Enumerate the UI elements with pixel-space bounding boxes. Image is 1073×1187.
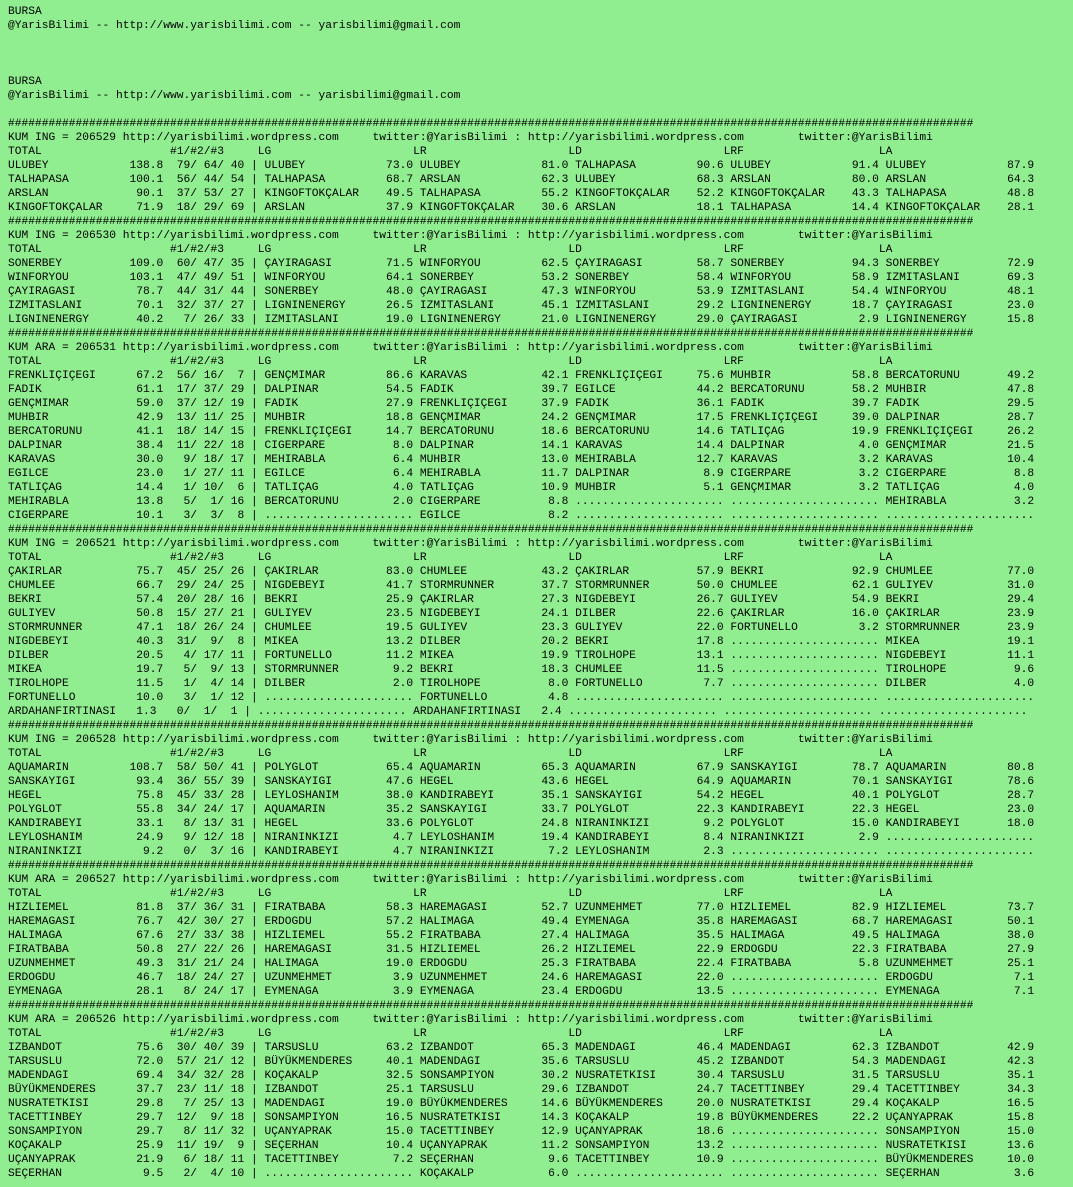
text-line: CHUMLEE 66.7 29/ 24/ 25 | NIGDEBEYI 41.7 STORMRUNNER 37.7 STORMRUNNER 50.0 CHUMLEE 62.1 GULIYEV 31.0 <box>8 580 1035 592</box>
separator-line: ############################################################################################################################################### <box>8 860 974 872</box>
text-line: MADENDAGI 69.4 34/ 32/ 28 | KOÇAKALP 32.5 SONSAMPIYON 30.2 NUSRATETKISI 30.4 TARSUSLU 31.5 TARSUSLU 35.1 <box>8 1070 1035 1082</box>
text-line: DILBER 20.5 4/ 17/ 11 | FORTUNELLO 11.2 MIKEA 19.9 TIROLHOPE 13.1 ...................... NIGDEBEYI 11.1 <box>8 650 1035 662</box>
text-line: KARAVAS 30.0 9/ 18/ 17 | MEHIRABLA 6.4 MUHBIR 13.0 MEHIRABLA 12.7 KARAVAS 3.2 KARAVAS 10.4 <box>8 454 1035 466</box>
text-line: AQUAMARIN 108.7 58/ 50/ 41 | POLYGLOT 65.4 AQUAMARIN 65.3 AQUAMARIN 67.9 SANSKAYIGI 78.7 AQUAMARIN 80.8 <box>8 762 1035 774</box>
text-line: ÇAYIRAGASI 78.7 44/ 31/ 44 | SONERBEY 48.0 ÇAYIRAGASI 47.3 WINFORYOU 53.9 IZMITASLANI 54.4 WINFORYOU 48.1 <box>8 286 1035 298</box>
separator-line: ############################################################################################################################################### <box>8 1000 974 1012</box>
text-line: NIRANINKIZI 9.2 0/ 3/ 16 | KANDIRABEYI 4.7 NIRANINKIZI 7.2 LEYLOSHANIM 2.3 ...................... ...................... <box>8 846 1035 858</box>
text-line: MUHBIR 42.9 13/ 11/ 25 | MUHBIR 18.8 GENÇMIMAR 24.2 GENÇMIMAR 17.5 FRENKLIÇIÇEGI 39.0 DALPINAR 28.7 <box>8 412 1035 424</box>
text-line: NUSRATETKISI 29.8 7/ 25/ 13 | MADENDAGI 19.0 BÜYÜKMENDERES 14.6 BÜYÜKMENDERES 20.0 NUSRATETKISI 29.4 KOÇAKALP 16.5 <box>8 1098 1035 1110</box>
text-line: WINFORYOU 103.1 47/ 49/ 51 | WINFORYOU 64.1 SONERBEY 53.2 SONERBEY 58.4 WINFORYOU 58.9 IZMITASLANI 69.3 <box>8 272 1035 284</box>
text-line: TOTAL #1/#2/#3 LG LR LD LRF LA <box>8 888 893 900</box>
text-line: IZBANDOT 75.6 30/ 40/ 39 | TARSUSLU 63.2 IZBANDOT 65.3 MADENDAGI 46.4 MADENDAGI 62.3 IZBANDOT 42.9 <box>8 1042 1035 1054</box>
text-line: KINGOFTOKÇALAR 71.9 18/ 29/ 69 | ARSLAN 37.9 KINGOFTOKÇALAR 30.6 ARSLAN 18.1 TALHAPASA 14.4 KINGOFTOKÇALAR 28.1 <box>8 202 1035 214</box>
text-line: EGILCE 23.0 1/ 27/ 11 | EGILCE 6.4 MEHIRABLA 11.7 DALPINAR 8.9 CIGERPARE 3.2 CIGERPARE 8.8 <box>8 468 1035 480</box>
text-line: TARSUSLU 72.0 57/ 21/ 12 | BÜYÜKMENDERES 40.1 MADENDAGI 35.6 TARSUSLU 45.2 IZBANDOT 54.3 MADENDAGI 42.3 <box>8 1056 1035 1068</box>
blank-line <box>8 33 1073 47</box>
text-line: GENÇMIMAR 59.0 37/ 12/ 19 | FADIK 27.9 FRENKLIÇIÇEGI 37.9 FADIK 36.1 FADIK 39.7 FADIK 29.5 <box>8 398 1035 410</box>
text-line: BEKRI 57.4 20/ 28/ 16 | BEKRI 25.9 ÇAKIRLAR 27.3 NIGDEBEYI 26.7 GULIYEV 54.9 BEKRI 29.4 <box>8 594 1035 606</box>
text-line: KUM ING = 206530 http://yarisbilimi.wordpress.com twitter:@YarisBilimi : http://yarisbilimi.wordpress.com twitter:@YarisBilimi <box>8 230 933 242</box>
text-line: TATLIÇAG 14.4 1/ 10/ 6 | TATLIÇAG 4.0 TATLIÇAG 10.9 MUHBIR 5.1 GENÇMIMAR 3.2 TATLIÇAG 4.0 <box>8 482 1035 494</box>
text-line: MIKEA 19.7 5/ 9/ 13 | STORMRUNNER 9.2 BEKRI 18.3 CHUMLEE 11.5 ...................... TIROLHOPE 9.6 <box>8 664 1035 676</box>
text-line: FRENKLIÇIÇEGI 67.2 56/ 16/ 7 | GENÇMIMAR 86.6 KARAVAS 42.1 FRENKLIÇIÇEGI 75.6 MUHBIR 58.8 BERCATORUNU 49.2 <box>8 370 1035 382</box>
blank-line <box>8 61 1073 75</box>
text-line: DALPINAR 38.4 11/ 22/ 18 | CIGERPARE 8.0 DALPINAR 14.1 KARAVAS 14.4 DALPINAR 4.0 GENÇMIMAR 21.5 <box>8 440 1035 452</box>
text-line: BERCATORUNU 41.1 18/ 14/ 15 | FRENKLIÇIÇEGI 14.7 BERCATORUNU 18.6 BERCATORUNU 14.6 TATLIÇAG 19.9 FRENKLIÇIÇEGI 26.2 <box>8 426 1035 438</box>
text-line: @YarisBilimi -- http://www.yarisbilimi.com -- yarisbilimi@gmail.com <box>8 90 461 102</box>
text-line: KANDIRABEYI 33.1 8/ 13/ 31 | HEGEL 33.6 POLYGLOT 24.8 NIRANINKIZI 9.2 POLYGLOT 15.0 KANDIRABEYI 18.0 <box>8 818 1035 830</box>
text-line: TOTAL #1/#2/#3 LG LR LD LRF LA <box>8 1028 893 1040</box>
text-line: GULIYEV 50.8 15/ 27/ 21 | GULIYEV 23.5 NIGDEBEYI 24.1 DILBER 22.6 ÇAKIRLAR 16.0 ÇAKIRLAR 23.9 <box>8 608 1035 620</box>
text-line: HIZLIEMEL 81.8 37/ 36/ 31 | FIRATBABA 58.3 HAREMAGASI 52.7 UZUNMEHMET 77.0 HIZLIEMEL 82.9 HIZLIEMEL 73.7 <box>8 902 1035 914</box>
text-line: CIGERPARE 10.1 3/ 3/ 8 | ...................... EGILCE 8.2 ...................... ...................... ...................... <box>8 510 1035 522</box>
separator-line: ############################################################################################################################################### <box>8 328 974 340</box>
text-line: TOTAL #1/#2/#3 LG LR LD LRF LA <box>8 244 893 256</box>
text-line: KUM ARA = 206526 http://yarisbilimi.wordpress.com twitter:@YarisBilimi : http://yarisbilimi.wordpress.com twitter:@YarisBilimi <box>8 1014 933 1026</box>
text-line: TOTAL #1/#2/#3 LG LR LD LRF LA <box>8 356 893 368</box>
text-line: ERDOGDU 46.7 18/ 24/ 27 | UZUNMEHMET 3.9 UZUNMEHMET 24.6 HAREMAGASI 22.0 ...................... ERDOGDU 7.1 <box>8 972 1035 984</box>
text-line: KOÇAKALP 25.9 11/ 19/ 9 | SEÇERHAN 10.4 UÇANYAPRAK 11.2 SONSAMPIYON 13.2 ...................... NUSRATETKISI 13.6 <box>8 1140 1035 1152</box>
text-line: BURSA <box>8 6 42 18</box>
text-line: HAREMAGASI 76.7 42/ 30/ 27 | ERDOGDU 57.2 HALIMAGA 49.4 EYMENAGA 35.8 HAREMAGASI 68.7 HAREMAGASI 50.1 <box>8 916 1035 928</box>
text-line: KUM ING = 206521 http://yarisbilimi.wordpress.com twitter:@YarisBilimi : http://yarisbilimi.wordpress.com twitter:@YarisBilimi <box>8 538 933 550</box>
text-line: SANSKAYIGI 93.4 36/ 55/ 39 | SANSKAYIGI 47.6 HEGEL 43.6 HEGEL 64.9 AQUAMARIN 70.1 SANSKAYIGI 78.6 <box>8 776 1035 788</box>
text-line: POLYGLOT 55.8 34/ 24/ 17 | AQUAMARIN 35.2 SANSKAYIGI 33.7 POLYGLOT 22.3 KANDIRABEYI 22.3 HEGEL 23.0 <box>8 804 1035 816</box>
text-line: TACETTINBEY 29.7 12/ 9/ 18 | SONSAMPIYON 16.5 NUSRATETKISI 14.3 KOÇAKALP 19.8 BÜYÜKMENDERES 22.2 UÇANYAPRAK 15.8 <box>8 1112 1035 1124</box>
separator-line: ############################################################################################################################################### <box>8 216 974 228</box>
text-line: UZUNMEHMET 49.3 31/ 21/ 24 | HALIMAGA 19.0 ERDOGDU 25.3 FIRATBABA 22.4 FIRATBABA 5.8 UZUNMEHMET 25.1 <box>8 958 1035 970</box>
text-line: BÜYÜKMENDERES 37.7 23/ 11/ 18 | IZBANDOT 25.1 TARSUSLU 29.6 IZBANDOT 24.7 TACETTINBEY 29.4 TACETTINBEY 34.3 <box>8 1084 1035 1096</box>
text-line: TIROLHOPE 11.5 1/ 4/ 14 | DILBER 2.0 TIROLHOPE 8.0 FORTUNELLO 7.7 ...................... DILBER 4.0 <box>8 678 1035 690</box>
text-line: SONERBEY 109.0 60/ 47/ 35 | ÇAYIRAGASI 71.5 WINFORYOU 62.5 ÇAYIRAGASI 58.7 SONERBEY 94.3 SONERBEY 72.9 <box>8 258 1035 270</box>
text-line: TOTAL #1/#2/#3 LG LR LD LRF LA <box>8 146 893 158</box>
text-line: IZMITASLANI 70.1 32/ 37/ 27 | LIGNINENERGY 26.5 IZMITASLANI 45.1 IZMITASLANI 29.2 LIGNINENERGY 18.7 ÇAYIRAGASI 23.0 <box>8 300 1035 312</box>
text-line: HALIMAGA 67.6 27/ 33/ 38 | HIZLIEMEL 55.2 FIRATBABA 27.4 HALIMAGA 35.5 HALIMAGA 49.5 HALIMAGA 38.0 <box>8 930 1035 942</box>
text-line: ÇAKIRLAR 75.7 45/ 25/ 26 | ÇAKIRLAR 83.0 CHUMLEE 43.2 ÇAKIRLAR 57.9 BEKRI 92.9 CHUMLEE 77.0 <box>8 566 1035 578</box>
separator-line: ############################################################################################################################################### <box>8 720 974 732</box>
text-line: FIRATBABA 50.8 27/ 22/ 26 | HAREMAGASI 31.5 HIZLIEMEL 26.2 HIZLIEMEL 22.9 ERDOGDU 22.3 FIRATBABA 27.9 <box>8 944 1035 956</box>
text-line: KUM ARA = 206527 http://yarisbilimi.wordpress.com twitter:@YarisBilimi : http://yarisbilimi.wordpress.com twitter:@YarisBilimi <box>8 874 933 886</box>
separator-line: ############################################################################################################################################### <box>8 118 974 130</box>
text-line: LEYLOSHANIM 24.9 9/ 12/ 18 | NIRANINKIZI 4.7 LEYLOSHANIM 19.4 KANDIRABEYI 8.4 NIRANINKIZI 2.9 ...................... <box>8 832 1035 844</box>
blank-line <box>8 103 1073 117</box>
text-line: UÇANYAPRAK 21.9 6/ 18/ 11 | TACETTINBEY 7.2 SEÇERHAN 9.6 TACETTINBEY 10.9 ...................... BÜYÜKMENDERES 10.0 <box>8 1154 1035 1166</box>
text-line: SEÇERHAN 9.5 2/ 4/ 10 | ...................... KOÇAKALP 6.0 ...................... ...................... SEÇERHAN 3.6 <box>8 1168 1035 1180</box>
text-line: SONSAMPIYON 29.7 8/ 11/ 32 | UÇANYAPRAK 15.0 TACETTINBEY 12.9 UÇANYAPRAK 18.6 ...................... SONSAMPIYON 15.0 <box>8 1126 1035 1138</box>
text-line: KUM ARA = 206531 http://yarisbilimi.wordpress.com twitter:@YarisBilimi : http://yarisbilimi.wordpress.com twitter:@YarisBilimi <box>8 342 933 354</box>
text-line: KUM ING = 206528 http://yarisbilimi.wordpress.com twitter:@YarisBilimi : http://yarisbilimi.wordpress.com twitter:@YarisBilimi <box>8 734 933 746</box>
text-line: FORTUNELLO 10.0 3/ 1/ 12 | ...................... FORTUNELLO 4.8 ...................... ...................... ...................... <box>8 692 1035 704</box>
text-line: FADIK 61.1 17/ 37/ 29 | DALPINAR 54.5 FADIK 39.7 EGILCE 44.2 BERCATORUNU 58.2 MUHBIR 47.8 <box>8 384 1035 396</box>
text-line: TALHAPASA 100.1 56/ 44/ 54 | TALHAPASA 68.7 ARSLAN 62.3 ULUBEY 68.3 ARSLAN 80.0 ARSLAN 64.3 <box>8 174 1035 186</box>
blank-line <box>8 47 1073 61</box>
text-line: TOTAL #1/#2/#3 LG LR LD LRF LA <box>8 552 893 564</box>
text-line: HEGEL 75.8 45/ 33/ 28 | LEYLOSHANIM 38.0 KANDIRABEYI 35.1 SANSKAYIGI 54.2 HEGEL 40.1 POLYGLOT 28.7 <box>8 790 1035 802</box>
text-line: ARSLAN 90.1 37/ 53/ 27 | KINGOFTOKÇALAR 49.5 TALHAPASA 55.2 KINGOFTOKÇALAR 52.2 KINGOFTOKÇALAR 43.3 TALHAPASA 48.8 <box>8 188 1035 200</box>
text-line: NIGDEBEYI 40.3 31/ 9/ 8 | MIKEA 13.2 DILBER 20.2 BEKRI 17.8 ...................... MIKEA 19.1 <box>8 636 1035 648</box>
text-line: STORMRUNNER 47.1 18/ 26/ 24 | CHUMLEE 19.5 GULIYEV 23.3 GULIYEV 22.0 FORTUNELLO 3.2 STORMRUNNER 23.9 <box>8 622 1035 634</box>
text-line: BURSA <box>8 76 42 88</box>
text-line: @YarisBilimi -- http://www.yarisbilimi.com -- yarisbilimi@gmail.com <box>8 20 461 32</box>
text-line: TOTAL #1/#2/#3 LG LR LD LRF LA <box>8 748 893 760</box>
text-line: EYMENAGA 28.1 8/ 24/ 17 | EYMENAGA 3.9 EYMENAGA 23.4 ERDOGDU 13.5 ...................... EYMENAGA 7.1 <box>8 986 1035 998</box>
text-line: KUM ING = 206529 http://yarisbilimi.wordpress.com twitter:@YarisBilimi : http://yarisbilimi.wordpress.com twitter:@YarisBilimi <box>8 132 933 144</box>
text-line: LIGNINENERGY 40.2 7/ 26/ 33 | IZMITASLANI 19.0 LIGNINENERGY 21.0 LIGNINENERGY 29.0 ÇAYIRAGASI 2.9 LIGNINENERGY 15.8 <box>8 314 1035 326</box>
text-line: MEHIRABLA 13.8 5/ 1/ 16 | BERCATORUNU 2.0 CIGERPARE 8.8 ...................... ...................... MEHIRABLA 3.2 <box>8 496 1035 508</box>
text-line: ARDAHANFIRTINASI 1.3 0/ 1/ 1 | ...................... ARDAHANFIRTINASI 2.4 ...................... ...................... ...................... <box>8 706 1028 718</box>
separator-line: ############################################################################################################################################### <box>8 524 974 536</box>
text-line: ULUBEY 138.8 79/ 64/ 40 | ULUBEY 73.0 ULUBEY 81.0 TALHAPASA 90.6 ULUBEY 91.4 ULUBEY 87.9 <box>8 160 1035 172</box>
